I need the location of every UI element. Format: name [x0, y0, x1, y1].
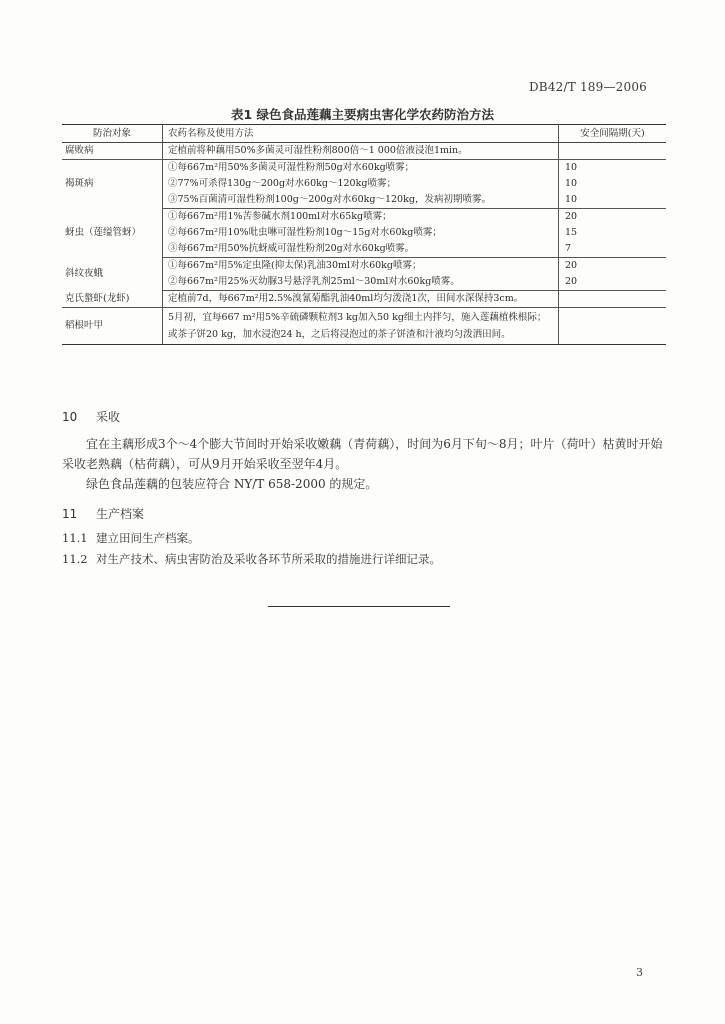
- table-row: [62, 291, 666, 308]
- section-10-paragraph-2: 绿色食品莲藕的包装应符合 NY/T 658-2000 的规定。: [86, 477, 378, 491]
- item-text: 建立田间生产档案。: [96, 531, 200, 545]
- method-cell: 定植前将种藕用50%多菌灵可湿性粉剂800倍～1 000倍液浸泡1min。: [163, 143, 559, 160]
- item-text: 对生产技术、病虫害防治及采收各环节所采取的措施进行详细记录。: [96, 552, 441, 566]
- target-cell: 克氏螯虾(龙虾): [62, 291, 163, 308]
- interval-cell: 20: [565, 211, 578, 222]
- table-row: [62, 143, 666, 160]
- document-code: DB42/T 189—2006: [528, 80, 647, 94]
- method-cell: ②每667m²用10%吡虫啉可湿性粉剂10g～15g对水60kg喷雾；: [163, 225, 559, 241]
- column-header-interval: 安全间隔期(天): [559, 125, 667, 143]
- section-number: 11: [62, 507, 78, 521]
- method-cell: ①每667m²用50%多菌灵可湿性粉剂50g对水60kg喷雾；: [163, 160, 559, 177]
- section-11-item-2: [62, 551, 441, 567]
- method-cell: ③每667m²用50%抗蚜威可湿性粉剂20g对水60kg喷雾。: [163, 241, 559, 258]
- interval-cell: 10: [565, 178, 578, 189]
- interval-cell: 10: [559, 192, 667, 209]
- method-cell: 5月初，宜每667 m²用5%辛硫磷颗粒剂3 kg加入50 kg细土内拌匀，施入莲藕植株根际；或茶子饼20 kg，加水浸泡24 h，之后将浸泡过的茶子饼渣和汁液均匀泼洒田间。: [163, 308, 559, 345]
- interval-cell: 7: [559, 241, 667, 258]
- column-header-method: 农药名称及使用方法: [163, 125, 559, 143]
- section-title: 采收: [96, 410, 121, 424]
- interval-cell: 10: [565, 162, 578, 173]
- table-header-row: [62, 125, 666, 143]
- method-cell: ②每667m²用25%灭幼脲3号悬浮乳剂25ml～30ml对水60kg喷雾。: [163, 274, 559, 291]
- target-cell: 蚜虫（莲缢管蚜）: [62, 209, 163, 258]
- column-header-target: 防治对象: [62, 125, 163, 143]
- section-10-heading: [62, 408, 120, 425]
- section-11-item-1: [62, 530, 200, 546]
- target-cell: 腐败病: [62, 143, 163, 160]
- interval-cell: [559, 308, 667, 345]
- interval-cell: 15: [565, 227, 578, 238]
- method-cell: ③75%百菌清可湿性粉剂100g～200g对水60kg～120kg，发病初期喷雾。: [163, 192, 559, 209]
- section-number: 10: [62, 410, 78, 424]
- table-row: [62, 258, 666, 275]
- item-number: 11.1: [62, 531, 88, 545]
- method-cell: 定植前7d，每667m²用2.5%溴氰菊酯乳油40ml均匀泼浇1次，田间水深保持3cm。: [163, 291, 559, 308]
- table-row: [62, 160, 666, 177]
- interval-cell: 20: [565, 260, 578, 271]
- page-number: 3: [636, 966, 643, 979]
- interval-cell: [559, 143, 667, 160]
- method-cell: ①每667m²用1%苦参碱水剂100ml对水65kg喷雾；: [163, 209, 559, 226]
- end-of-document-line: [268, 606, 450, 607]
- item-number: 11.2: [62, 552, 88, 566]
- target-cell: 稻根叶甲: [62, 308, 163, 345]
- table-row: [62, 209, 666, 226]
- table-row: [62, 308, 666, 345]
- target-cell: 斜纹夜蛾: [62, 258, 163, 291]
- method-cell: ①每667m²用5%定虫隆(抑太保)乳油30ml对水60kg喷雾；: [163, 258, 559, 275]
- table-title: 表1 绿色食品莲藕主要病虫害化学农药防治方法: [230, 107, 495, 122]
- pest-control-table: [62, 124, 666, 345]
- target-cell: 褐斑病: [62, 160, 163, 209]
- interval-cell: 20: [559, 274, 667, 291]
- section-title: 生产档案: [96, 507, 145, 521]
- section-11-heading: [62, 505, 144, 522]
- interval-cell: [559, 291, 667, 308]
- method-cell: ②77%可杀得130g～200g对水60kg～120kg喷雾；: [163, 176, 559, 192]
- section-10-paragraph-1: 宜在主藕形成3个～4个膨大节间时开始采收嫩藕（青荷藕），时间为6月下旬～8月；叶片（荷叶）枯黄时开始采收老熟藕（枯荷藕），可从9月开始采收至翌年4月。: [62, 437, 663, 471]
